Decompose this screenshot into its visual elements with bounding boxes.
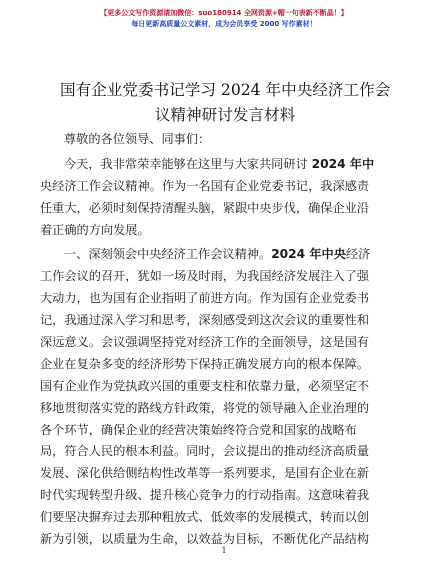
document-title-line: 国有企业党委书记学习 2024 年中央经济工作会	[60, 81, 391, 99]
section-heading: 一、深刻领会中央经济工作会议精神。	[64, 247, 272, 262]
promo-banner	[0, 8, 448, 30]
paragraph-line: 发展、深化供给侧结构性改革等一系列要求，是国有企业在新	[40, 466, 370, 481]
paragraph-line	[40, 154, 412, 176]
document-title-line: 议精神研讨发言材料	[154, 106, 296, 124]
paragraph-line: 国有企业作为党执政兴国的重要支柱和依靠力量，必须坚定不	[40, 378, 370, 393]
page-number: 1	[221, 546, 227, 555]
paragraph-line: 深远意义。会议强调坚持党对经济工作的全面领导，这是国有	[40, 335, 370, 350]
document-title	[60, 78, 390, 128]
paragraph-line: 大动力，也为国有企业指明了前进方向。作为国有企业党委书	[40, 291, 370, 306]
promo-banner-line2: 每日更新高质量公文素材，成为会员享受 2000 写作素材！	[131, 20, 317, 28]
year-emphasis: 2024 年中央	[271, 247, 346, 262]
paragraph-line: 央经济工作会议精神。作为一名国有企业党委书记，我深感责	[40, 178, 370, 193]
document-body	[40, 129, 412, 551]
paragraph-text: 今天，我非常荣幸能够在这里与大家共同研讨	[64, 156, 312, 171]
paragraph-line: 们要坚决摒弃过去那种粗放式、低效率的发展模式，转而以创	[40, 510, 370, 525]
paragraph-line: 企业在复杂多变的经济形势下保持正确发展方向的根本保障。	[40, 356, 370, 371]
paragraph-line: 着正确的方向发展。	[40, 222, 150, 237]
paragraph-line: 移地贯彻落实党的路线方针政策，将党的领导融入企业治理的	[40, 400, 370, 415]
paragraph-line: 局，符合人民的根本利益。同时，会议提出的推动经济高质量	[40, 444, 370, 459]
promo-banner-line1: 【更多公文写作资源请加微信：suo180914 全网资源+帽一句表新不断晶！】	[100, 9, 348, 17]
salutation: 尊敬的各位领导、同事们：	[64, 132, 211, 146]
paragraph-line: 时代实现转型升级、提升核心竞争力的行动指南。这意味着我	[40, 488, 370, 503]
paragraph-line: 记，我通过深入学习和思考，深刻感受到这次会议的重要性和	[40, 313, 370, 328]
year-emphasis: 2024 年中	[311, 156, 375, 171]
paragraph-line: 各个环节，确保企业的经营决策始终符合党和国家的战略布	[40, 422, 357, 437]
paragraph-line: 任重大，必须时刻保持清醒头脑，紧跟中央步伐，确保企业沿	[40, 200, 370, 215]
paragraph-text: 经济	[345, 247, 371, 262]
section-heading-line	[40, 244, 412, 266]
paragraph-line: 工作会议的召开，犹如一场及时雨，为我国经济发展注入了强	[40, 269, 370, 284]
paragraph-line: 新为引领，以质量为生命，以效益为目标，不断优化产品结构	[40, 532, 370, 547]
